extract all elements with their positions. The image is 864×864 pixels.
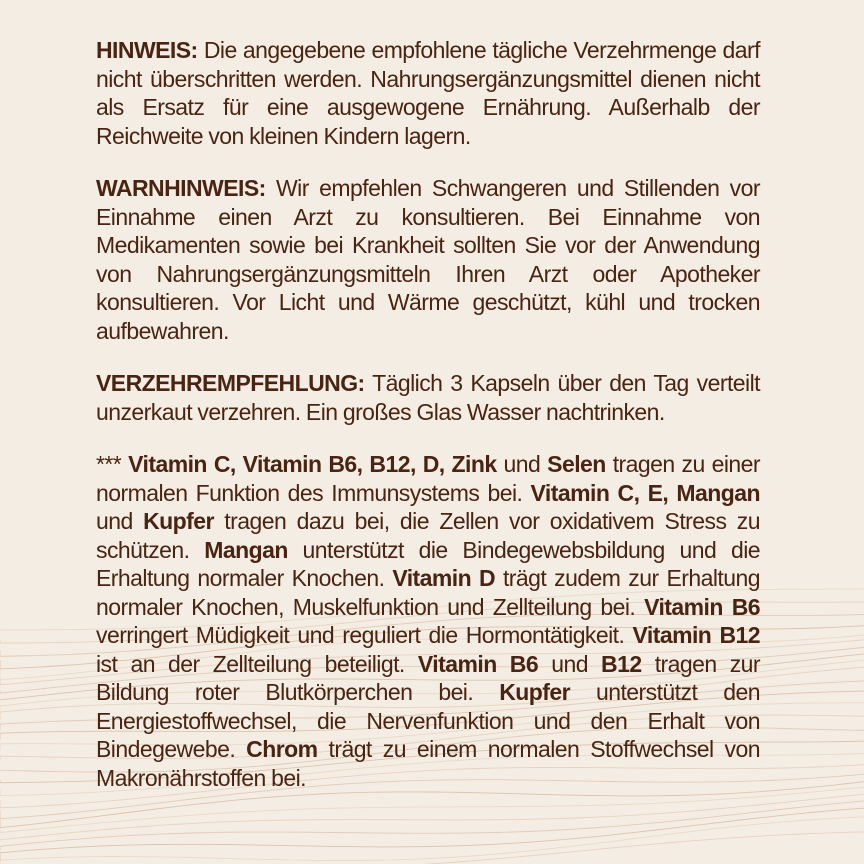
claim-text: trägt zudem zur Erhaltung normaler Knochen, Muskelfunktion und Zellteilung bei. <box>96 565 760 620</box>
hinweis-text: Die angegebene empfohlene tägliche Verzehrmenge darf nicht überschritten werden. Nahrungsergänzungsmittel dienen nicht als Ersatz für eine ausgewogene Ernährung. Außerhalb der Reichweite von kleinen Kindern lagern. <box>96 37 760 149</box>
hinweis-label: HINWEIS: <box>96 37 198 63</box>
wave-line <box>0 817 864 864</box>
claim-text: tragen zur Bildung roter Blutkörperchen bei. <box>96 650 761 705</box>
nutrient-name: Vitamin B12 <box>632 622 760 648</box>
claim-text: und <box>96 508 144 534</box>
verzehrempfehlung-paragraph <box>96 369 760 426</box>
wave-line <box>0 832 864 864</box>
nutrient-name: Kupfer <box>499 679 570 705</box>
verzehrempfehlung-label: VERZEHREMPFEHLUNG: <box>96 370 365 396</box>
claim-text: unterstützt den Energiestoffwechsel, die Nervenfunktion und den Erhalt von Bindegewebe. <box>96 679 760 762</box>
claim-text: verringert Müdigkeit und reguliert die Hormontätigkeit. <box>96 622 633 648</box>
hinweis-paragraph <box>96 36 760 150</box>
claim-text: trägt zu einem normalen Stoffwechsel von Makronährstoffen bei. <box>96 736 760 791</box>
claim-text: und <box>538 650 602 677</box>
claim-text: unterstützt die Bindegewebsbildung und die Erhaltung normaler Knochen. <box>96 536 760 591</box>
nutrient-name: B12 <box>601 650 642 677</box>
warnhinweis-label: WARNHINWEIS: <box>96 175 266 201</box>
nutrient-name: Vitamin D <box>392 565 496 591</box>
claim-text: tragen dazu bei, die Zellen vor oxidativem Stress zu schützen. <box>96 508 760 563</box>
claim-text: *** <box>96 451 129 477</box>
wave-line <box>0 801 864 850</box>
nutrient-name: Vitamin C, E, Mangan <box>530 479 760 506</box>
nutrient-name: Chrom <box>246 736 318 762</box>
wave-line <box>0 808 864 860</box>
nutrient-name: Vitamin B6 <box>644 593 760 620</box>
nutrient-name: Mangan <box>204 536 288 563</box>
nutrient-name: Vitamin B6 <box>417 650 539 677</box>
label-text-block <box>96 36 760 792</box>
warnhinweis-paragraph <box>96 174 760 345</box>
claim-text: tragen zu einer normalen Funktion des Immunsystems bei. <box>96 451 761 506</box>
claim-text: und <box>496 451 548 477</box>
claim-text: ist an der Zellteilung beteiligt. <box>96 650 418 677</box>
nutrient-name: Kupfer <box>143 508 214 534</box>
verzehrempfehlung-text: Täglich 3 Kapseln über den Tag verteilt unzerkaut verzehren. Ein großes Glas Wasser nachtrinken. <box>96 370 760 425</box>
nutrient-name: Vitamin C, Vitamin B6, B12, D, Zink <box>128 451 497 477</box>
health-claims-paragraph <box>96 450 760 792</box>
warnhinweis-text: Wir empfehlen Schwangeren und Stillenden vor Einnahme einen Arzt zu konsultieren. Bei Einnahme von Medikamenten sowie bei Krankheit sollten Sie vor der Anwendung von Nahrungsergänzungsmitteln Ihren Arzt oder Apotheker konsultieren. Vor Licht und Wärme geschützt, kühl und trocken aufbewahren. <box>96 175 760 344</box>
wave-line <box>0 787 864 832</box>
nutrient-name: Selen <box>547 451 606 477</box>
